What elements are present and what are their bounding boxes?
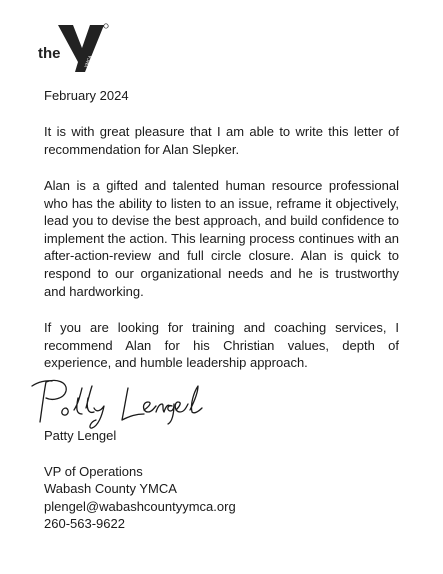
handwritten-signature xyxy=(26,374,216,432)
letter-date: February 2024 xyxy=(44,88,129,103)
signer-name: Patty Lengel xyxy=(44,428,117,443)
paragraph-body: Alan is a gifted and talented human resource professional who has the ability to listen to an issue, reframe it objectively, lead you to devise the best approach, and build confidence to implement the action. This learning process continues with an after-action-review and full circle closure. Alan is quick to respond to our organizational needs and he is trustworthy and hardworking. xyxy=(44,178,399,299)
signer-title: VP of Operations xyxy=(44,464,143,479)
signer-phone: 260-563-9622 xyxy=(44,515,125,531)
signer-organization: Wabash County YMCA xyxy=(44,481,177,497)
ymca-y-icon xyxy=(38,22,110,74)
paragraph-intro: It is with great pleasure that I am able to write this letter of recommendation for Alan Slepker. xyxy=(44,124,399,157)
logo-word: the xyxy=(38,45,61,62)
paragraph-closing: If you are looking for training and coaching services, I recommend Alan for his Christian values, depth of experience, and humble leadership approach. xyxy=(44,320,399,371)
signer-email: plengel@wabashcountyymca.org xyxy=(44,498,236,514)
logo-sub: YMCA xyxy=(83,54,93,69)
ymca-logo xyxy=(38,22,110,74)
signer-contact-block xyxy=(44,463,236,532)
